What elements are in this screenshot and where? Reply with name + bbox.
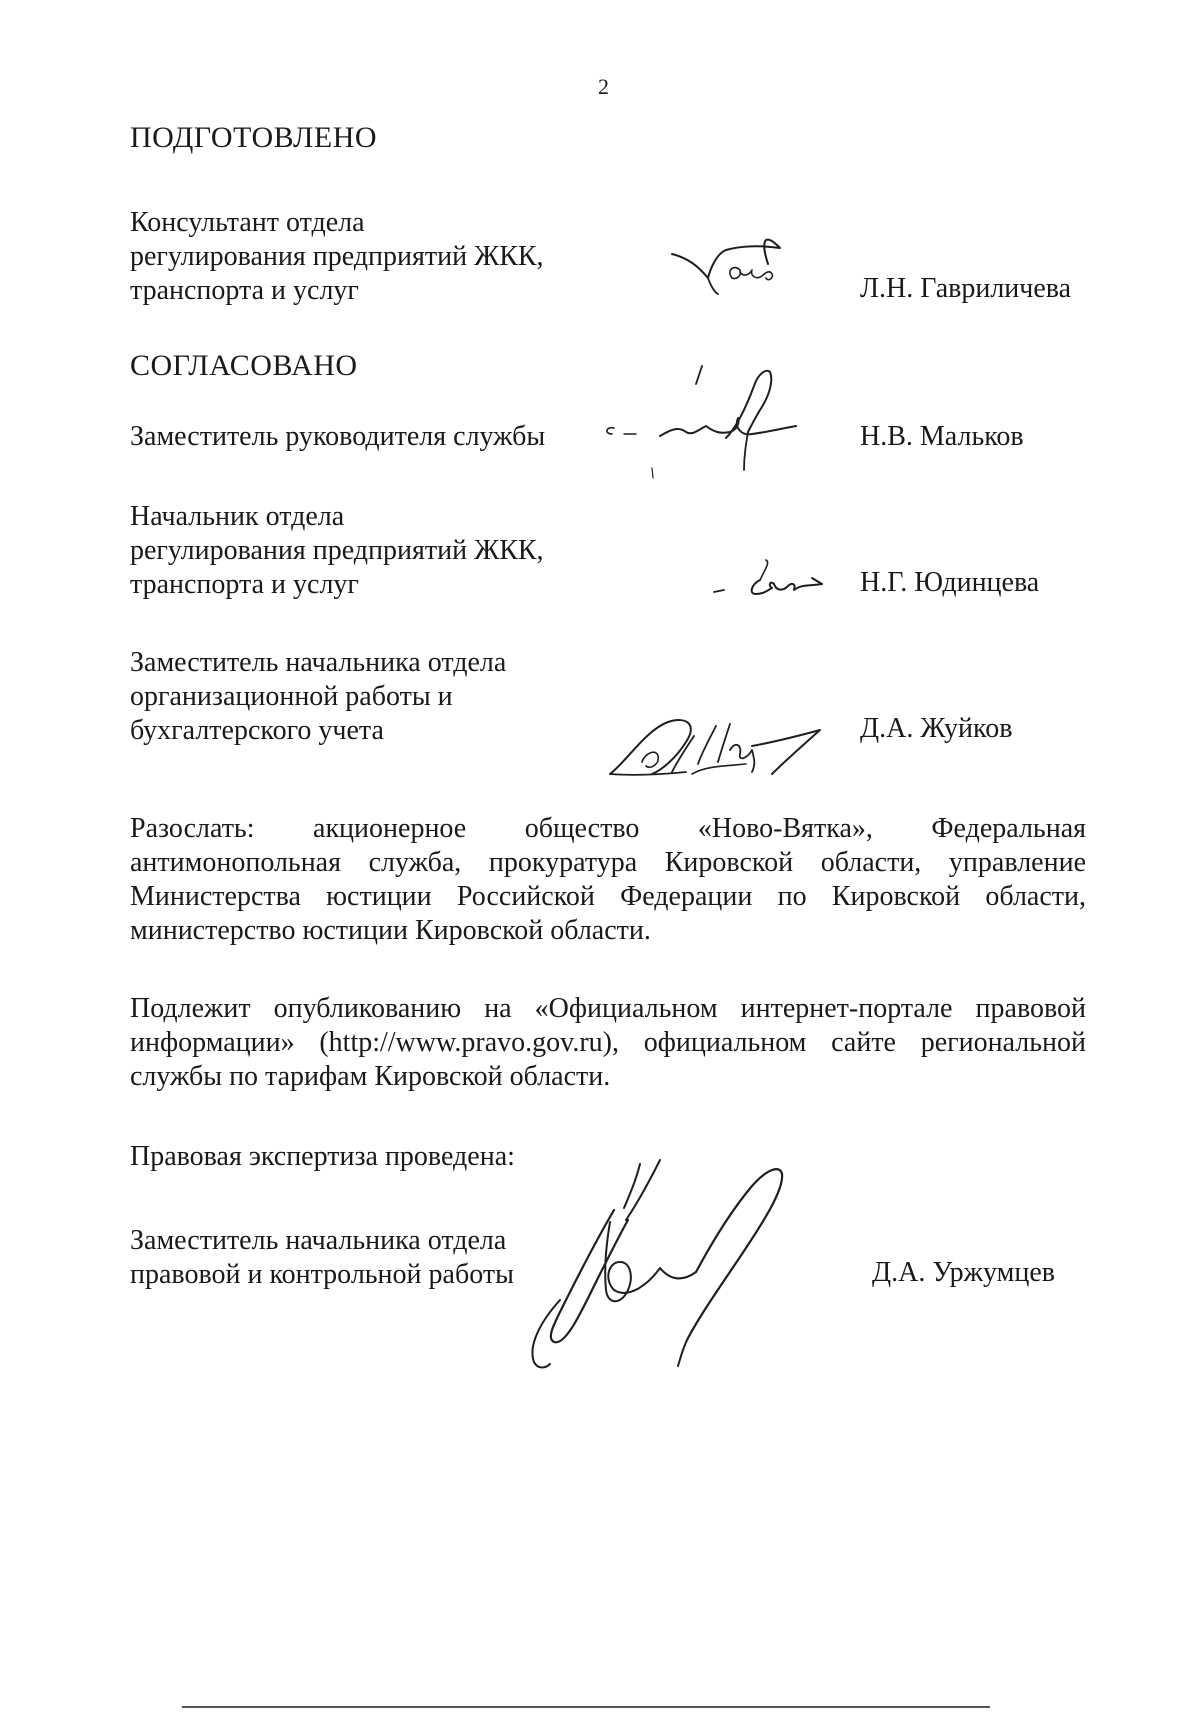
agreed-name-1: Н.В. Мальков [860, 421, 1024, 452]
distribution-line: антимонопольная служба, прокуратура Кировской области, управление [130, 847, 1086, 878]
agreed-position-1: Заместитель руководителя службы [130, 421, 546, 452]
signature-gavrilicheva [670, 240, 800, 300]
prepared-name: Л.Н. Гавриличева [860, 273, 1072, 304]
agreed-position-line: Начальник отдела [130, 501, 345, 532]
signature-urzhumtsev [510, 1150, 830, 1370]
legal-review-position-line: Заместитель начальника отдела [130, 1225, 507, 1256]
agreed-name-2: Н.Г. Юдинцева [860, 567, 1040, 598]
agreed-position-line: регулирования предприятий ЖКК, [130, 535, 544, 566]
signature-malkov [598, 362, 828, 492]
prepared-position-line: Консультант отдела [130, 207, 365, 238]
publication-paragraph [130, 992, 1086, 1094]
prepared-position [130, 206, 544, 308]
agreed-position-3 [130, 646, 506, 748]
signature-zhuikov [606, 700, 836, 790]
signature-yudintseva [712, 550, 842, 610]
legal-review-position-line: правовой и контрольной работы [130, 1259, 514, 1290]
prepared-position-line: регулирования предприятий ЖКК, [130, 241, 544, 272]
agreed-position-line: организационной работы и [130, 681, 453, 712]
publication-line: Подлежит опубликованию на «Официальном интернет-портале правовой [130, 993, 1086, 1024]
page-number: 2 [598, 74, 609, 99]
agreed-name-3: Д.А. Жуйков [860, 713, 1013, 744]
distribution-paragraph [130, 812, 1086, 948]
distribution-line: министерство юстиции Кировской области. [130, 915, 651, 946]
distribution-line: Министерства юстиции Российской Федерации по Кировской области, [130, 881, 1086, 912]
agreed-position-line: транспорта и услуг [130, 569, 359, 600]
agreed-position-line: Заместитель начальника отдела [130, 647, 507, 678]
publication-line: информации» (http://www.pravo.gov.ru), официальном сайте региональной [130, 1027, 1086, 1058]
prepared-heading: ПОДГОТОВЛЕНО [130, 121, 378, 154]
agreed-heading: СОГЛАСОВАНО [130, 349, 358, 382]
distribution-line: Разослать: акционерное общество «Ново-Вятка», Федеральная [130, 813, 1086, 844]
legal-review-name: Д.А. Уржумцев [872, 1257, 1056, 1288]
publication-line: службы по тарифам Кировской области. [130, 1061, 611, 1092]
bottom-rule [182, 1706, 990, 1708]
legal-review-position [130, 1224, 514, 1292]
legal-review-title: Правовая экспертиза проведена: [130, 1141, 515, 1172]
agreed-position-line: бухгалтерского учета [130, 715, 384, 746]
prepared-position-line: транспорта и услуг [130, 275, 359, 306]
agreed-position-2 [130, 500, 544, 602]
